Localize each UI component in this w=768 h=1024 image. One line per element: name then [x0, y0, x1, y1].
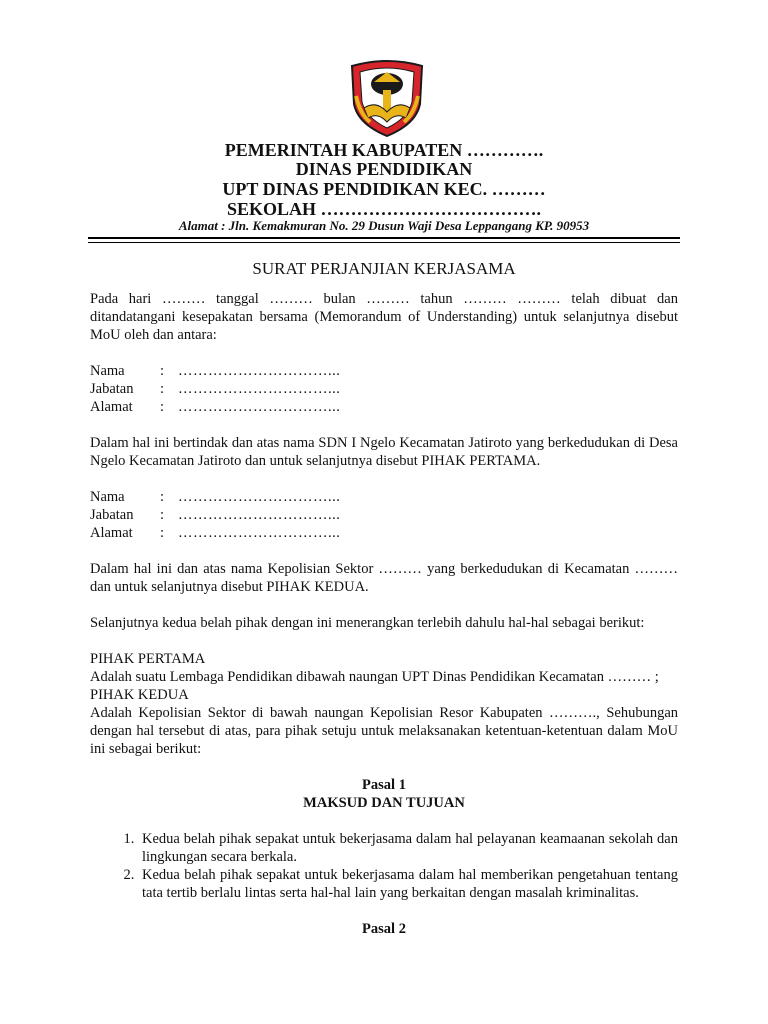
header-school: SEKOLAH ……………………………….: [226, 199, 542, 219]
regency-emblem-icon: [346, 56, 428, 138]
party2-address-row: Alamat : …………………………...: [90, 525, 341, 541]
party2-paragraph: Dalam hal ini dan atas nama Kepolisian Sektor ……… yang berkedudukan di Kecamatan ……… dan untuk selanjutnya disebut PIHAK KEDUA.: [90, 561, 678, 595]
pasal2-number: Pasal 2: [362, 921, 406, 937]
pasal1-list: [90, 830, 678, 902]
document-title: SURAT PERJANJIAN KERJASAMA: [252, 259, 516, 278]
party2-name-row: Nama : …………………………...: [90, 489, 341, 505]
pihak-pertama-paragraph: Adalah suatu Lembaga Pendidikan dibawah naungan UPT Dinas Pendidikan Kecamatan ……… ;: [90, 669, 659, 685]
intro-paragraph: Pada hari ……… tanggal ……… bulan ……… tahun ……… ……… telah dibuat dan ditandatangani kesepakatan bersama (Memorandum of Understanding) untuk selanjutnya disebut MoU oleh dan antara:: [90, 291, 678, 343]
party2-fields: [90, 488, 678, 542]
document-body: [90, 260, 678, 938]
header-government: PEMERINTAH KABUPATEN ………….: [224, 140, 544, 160]
party1-name-row: Nama : …………………………...: [90, 363, 341, 379]
list-item: 1. Kedua belah pihak sepakat untuk bekerjasama dalam hal pelayanan keamaanan sekolah dan lingkungan secara berkala.: [138, 830, 678, 866]
header-address: Alamat : Jln. Kemakmuran No. 29 Dusun Waji Desa Leppangang KP. 90953: [178, 218, 590, 233]
header-agency: DINAS PENDIDIKAN: [295, 159, 473, 179]
party1-paragraph: Dalam hal ini bertindak dan atas nama SDN I Ngelo Kecamatan Jatiroto yang berkedudukan di Desa Ngelo Kecamatan Jatiroto dan untuk selanjutnya disebut PIHAK PERTAMA.: [90, 435, 678, 469]
pasal1-number: Pasal 1: [362, 777, 406, 793]
pasal1-heading: MAKSUD DAN TUJUAN: [303, 795, 465, 811]
statement-paragraph: Selanjutnya kedua belah pihak dengan ini menerangkan terlebih dahulu hal-hal sebagai berikut:: [90, 615, 645, 631]
party2-position-row: Jabatan : …………………………...: [90, 507, 341, 523]
list-item: 2. Kedua belah pihak sepakat untuk bekerjasama dalam hal memberikan pengetahuan tentang tata tertib berlalu lintas serta hal-hal lain yang berkaitan dengan masalah kriminalitas.: [138, 866, 678, 902]
pihak-pertama-heading: PIHAK PERTAMA: [90, 651, 206, 667]
pihak-kedua-paragraph: Adalah Kepolisian Sektor di bawah naungan Kepolisian Resor Kabupaten ………., Sehubungan dengan hal tersebut di atas, para pihak setuju untuk melaksanakan ketentuan-ketentuan dalam MoU ini sebagai berikut:: [90, 705, 678, 757]
pihak-kedua-heading: PIHAK KEDUA: [90, 687, 189, 703]
party1-fields: [90, 362, 678, 416]
party1-address-row: Alamat : …………………………...: [90, 399, 341, 415]
party1-position-row: Jabatan : …………………………...: [90, 381, 341, 397]
header-upt: UPT DINAS PENDIDIKAN KEC. ………: [222, 179, 546, 199]
header-divider-thick: [88, 237, 680, 239]
header-divider-thin: [88, 242, 680, 243]
